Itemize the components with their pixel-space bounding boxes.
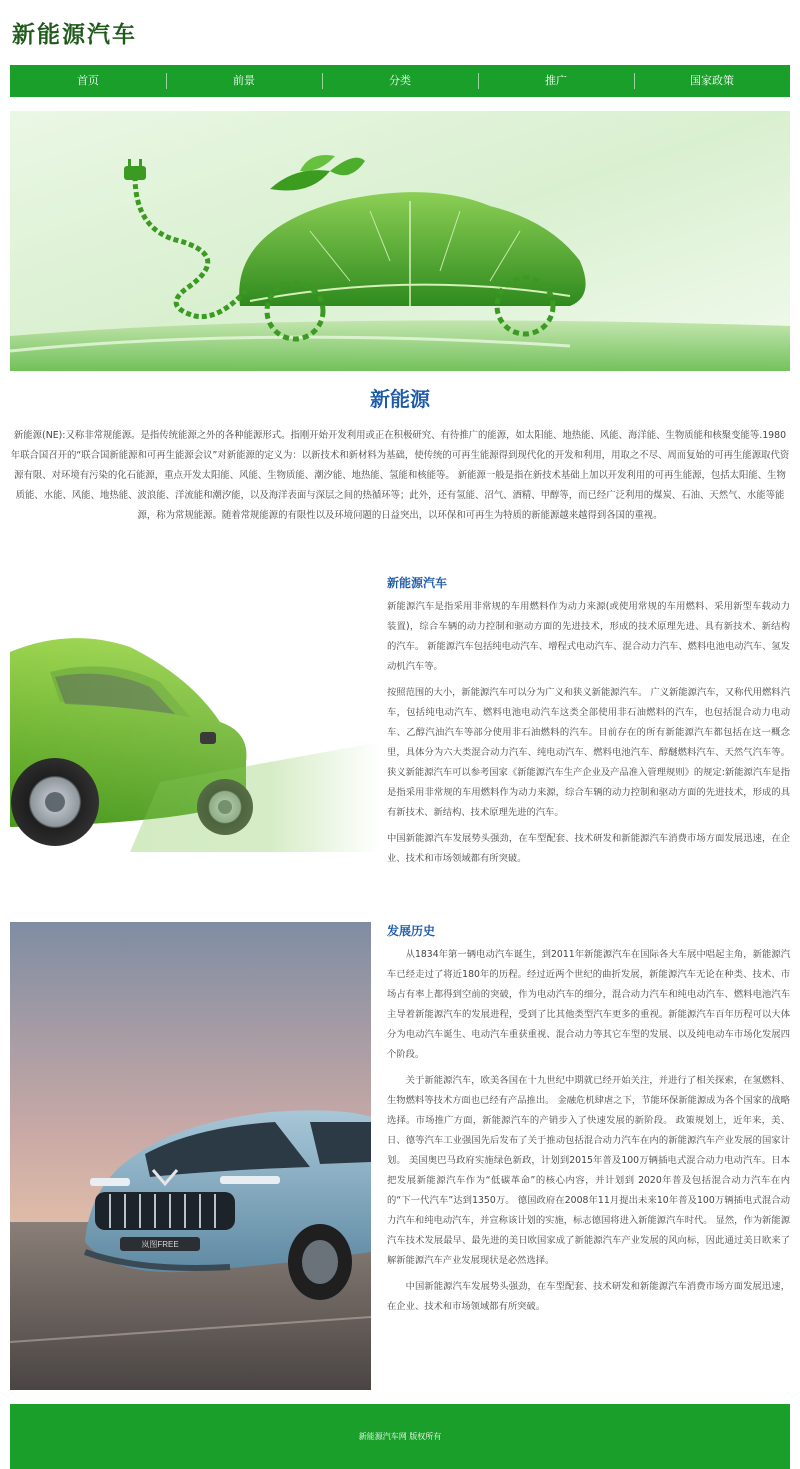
history-heading: 发展历史 bbox=[387, 924, 436, 938]
nav-item-national-policy[interactable]: 国家政策 bbox=[634, 65, 790, 97]
history-paragraph: 中国新能源汽车发展势头强劲，在车型配套、技术研发和新能源汽车消费市场方面发展迅速，在企业、技术和市场领域都有所突破。 bbox=[387, 1281, 790, 1312]
copyright-text: 新能源汽车网 版权所有 bbox=[358, 1432, 442, 1441]
nav-item-home[interactable]: 首页 bbox=[77, 74, 99, 87]
green-car-image bbox=[10, 622, 380, 852]
footer bbox=[10, 1404, 790, 1469]
new-energy-intro: 新能源(NE):又称非常规能源。是指传统能源之外的各种能源形式。指刚开始开发利用或正在积极研究、有待推广的能源，如太阳能、地热能、风能、海洋能、生物质能和核聚变能等.1980年联合国召开的“联合国新能源和可再生能源会议”对新能源的定义为：以新技术和新材料为基础，使传统的可再生能源得到现代化的开发和利用，用取之不尽、周而复始的可再生能源取代资源有限、对环境有污染的化石能源，重点开发太阳能、风能、生物质能、潮汐能、地热能、氢能和核能等。 新能源一般是指在新技术基础上加以开发利用的可再生能源，包括太阳能、生物质能、水能、风能、地热能、波浪能、洋流能和潮汐能，以及海洋表面与深层之间的热循环等；此外，还有氢能、沼气、酒精、甲醇等，而已经广泛利用的煤炭、石油、天然气、水能等能源，称为常规能源。随着常规能源的有限性以及环境问题的日益突出，以环保和可再生为特质的新能源越来越得到各国的重视。 bbox=[10, 430, 790, 521]
banner-image bbox=[10, 111, 790, 371]
nav-item-categories[interactable]: 分类 bbox=[322, 65, 478, 97]
blue-suv-image bbox=[10, 922, 371, 1390]
main-nav bbox=[10, 65, 790, 97]
nev-paragraph: 中国新能源汽车发展势头强劲，在车型配套、技术研发和新能源汽车消费市场方面发展迅速，在企业、技术和市场领域都有所突破。 bbox=[387, 833, 790, 864]
history-paragraph: 从1834年第一辆电动汽车诞生，到2011年新能源汽车在国际各大车展中唱起主角，新能源汽车已经走过了将近180年的历程。经过近两个世纪的曲折发展，新能源汽车无论在种类、技术、市场占有率上都得到空前的突破，作为电动汽车的细分，混合动力汽车和纯电动汽车、燃料电池汽车主导着新能源汽车的发展进程，受到了比其他类型汽车更多的重视。新能源汽车百年历程可以大体分为电动汽车诞生、电动汽车重获重视、混合动力等其它车型的发展、以及纯电动车市场化发展四个阶段。 bbox=[387, 949, 790, 1060]
nav-item-prospects[interactable]: 前景 bbox=[166, 65, 322, 97]
nav-item-promotion[interactable]: 推广 bbox=[478, 65, 634, 97]
site-title: 新能源汽车 bbox=[12, 21, 137, 48]
history-section bbox=[387, 920, 790, 1323]
nev-paragraph: 按照范围的大小，新能源汽车可以分为广义和狭义新能源汽车。 广义新能源汽车，又称代用燃料汽车，包括纯电动汽车、燃料电池电动汽车这类全部使用非石油燃料的汽车，也包括混合动力电动车、乙醇汽油汽车等部分使用非石油燃料的汽车。目前存在的所有新能源汽车都包括在这一概念里，具体分为六大类混合动力汽车、纯电动汽车、燃料电池汽车、醇醚燃料汽车、天然气汽车等。 狭义新能源汽车可以参考国家《新能源汽车生产企业及产品准入管理规则》的规定:新能源汽车是指是指采用非常规的车用燃料作为动力来源，综合车辆的动力控制和驱动方面的先进技术，形成的具有新技术、新结构、技术原理先进的汽车。 bbox=[387, 687, 790, 818]
car-badge: 岚图FREE bbox=[141, 1240, 179, 1249]
nev-heading: 新能源汽车 bbox=[387, 576, 448, 590]
nev-section bbox=[387, 572, 790, 875]
nev-paragraph: 新能源汽车是指采用非常规的车用燃料作为动力来源(或使用常规的车用燃料、采用新型车载动力装置)，综合车辆的动力控制和驱动方面的先进技术，形成的技术原理先进、具有新技术、新结构的汽车。 新能源汽车包括纯电动汽车、增程式电动汽车、混合动力汽车、燃料电池电动汽车、氢发动机汽车等。 bbox=[387, 601, 790, 672]
history-paragraph: 关于新能源汽车，欧美各国在十九世纪中期就已经开始关注，并进行了相关探索，在氢燃料、生物燃料等技术方面也已经有产品推出。 金融危机肆虐之下，节能环保新能源成为各个国家的战略选择。市场推广方面，新能源汽车的产销步入了快速发展的新阶段。 政策规划上，近年来，美、日、德等汽车工业强国先后发布了关于推动包括混合动力汽车在内的新能源汽车产业发展的国家计划。 美国奥巴马政府实施绿色新政，计划到2015年普及100万辆插电式混合动力电动汽车。日本把发展新能源汽车作为“低碳革命”的核心内容，并计划到 2020年普及包括混合动力汽车在内的“下一代汽车”达到1350万。 德国政府在2008年11月提出未来10年普及100万辆插电式混合动力汽车和纯电动汽车，并宣称该计划的实施，标志德国将进入新能源汽车时代。 显然，作为新能源汽车技术发展最早、最先进的美日欧国家成了新能源汽车产业发展的风向标，因此通过美日欧来了解新能源汽车产业发展现状是必然选择。 bbox=[387, 1075, 790, 1266]
new-energy-heading: 新能源 bbox=[370, 387, 430, 411]
